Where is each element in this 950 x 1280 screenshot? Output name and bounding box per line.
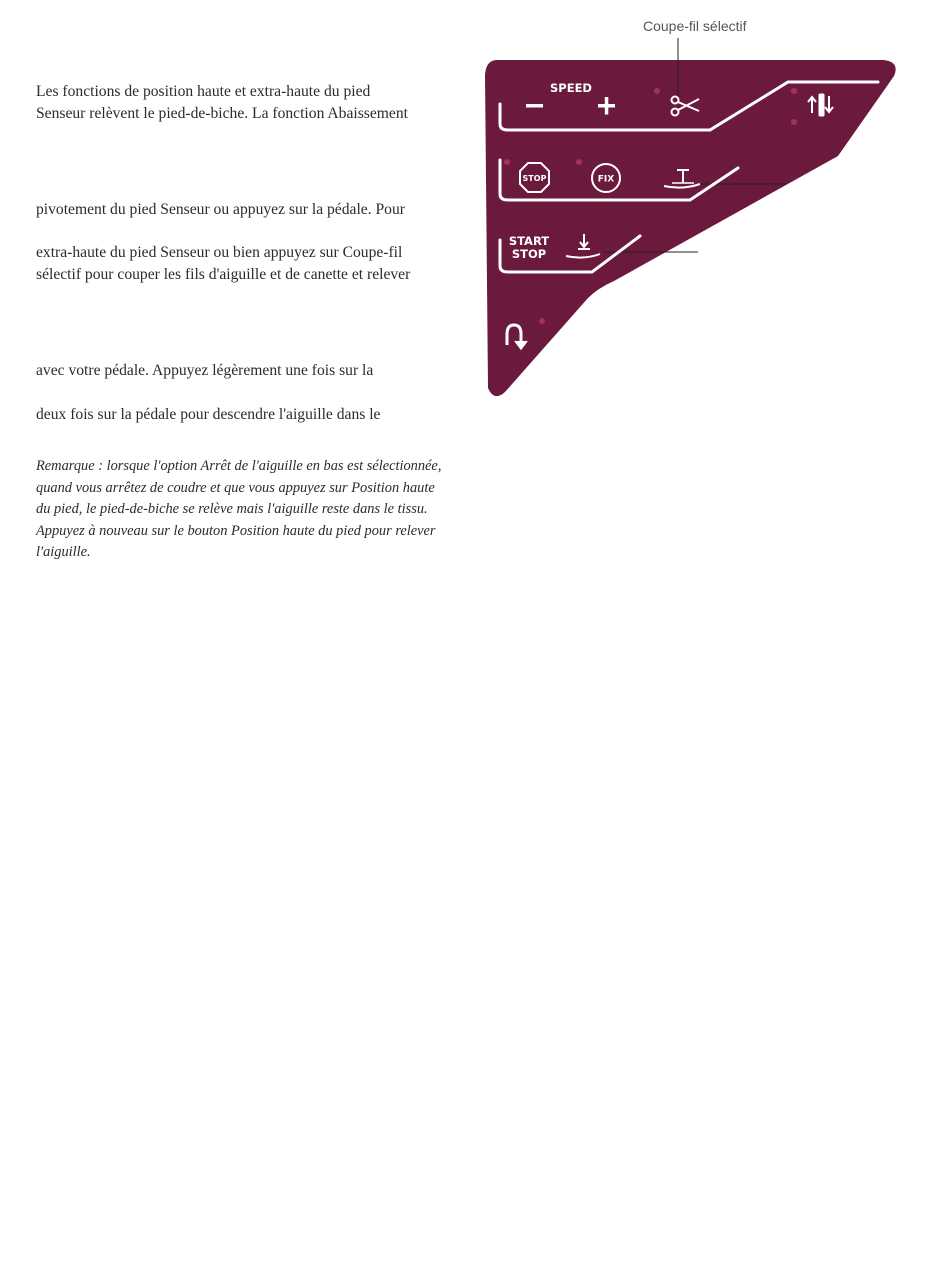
speed-minus-button[interactable] (526, 104, 543, 108)
indicator-stop (504, 159, 510, 165)
start-stop-button[interactable] (509, 234, 549, 261)
paragraph-pedal: avec votre pédale. Appuyez légèrement une fois sur la (36, 362, 374, 379)
paragraph-pivot: pivotement du pied Senseur ou appuyez sur la pédale. Pour (36, 201, 405, 218)
callout-thread-cutter-label: Coupe-fil sélectif (643, 18, 747, 34)
stop-button-label: STOP (522, 174, 547, 183)
indicator-reverse (539, 318, 545, 324)
paragraph-presser-foot-up: Les fonctions de position haute et extra-haute du pied Senseur relèvent le pied-de-biche. La fonction Abaissement (36, 83, 408, 122)
speed-label: SPEED (550, 81, 592, 95)
needle-up-down-icon[interactable] (808, 94, 833, 116)
fix-button-label: FIX (597, 174, 615, 185)
start-label: START (508, 234, 550, 248)
panel-body (485, 60, 896, 396)
note-remark: Remarque : lorsque l'option Arrêt de l'aiguille en bas est sélectionnée, quand vous arrêtez de coudre et que vous appuyez sur Position haute du pied, le pied-de-biche se relève mais l'aiguille reste dans le tissu. Appuyez à nouveau sur le bouton Position haute du pied pour relever l'aiguille. (36, 458, 442, 561)
paragraph-needle-down: deux fois sur la pédale pour descendre l'aiguille dans le (36, 406, 381, 423)
indicator-needle-top (791, 88, 797, 94)
indicator-fix (576, 159, 582, 165)
start-stop-label: STOP (511, 247, 547, 261)
indicator-needle-bottom (791, 119, 797, 125)
indicator-thread-cutter (654, 88, 660, 94)
paragraph-thread-cutter: extra-haute du pied Senseur ou bien appuyez sur Coupe-fil sélectif pour couper les fils d'aiguille et de canette et relever (36, 244, 411, 283)
